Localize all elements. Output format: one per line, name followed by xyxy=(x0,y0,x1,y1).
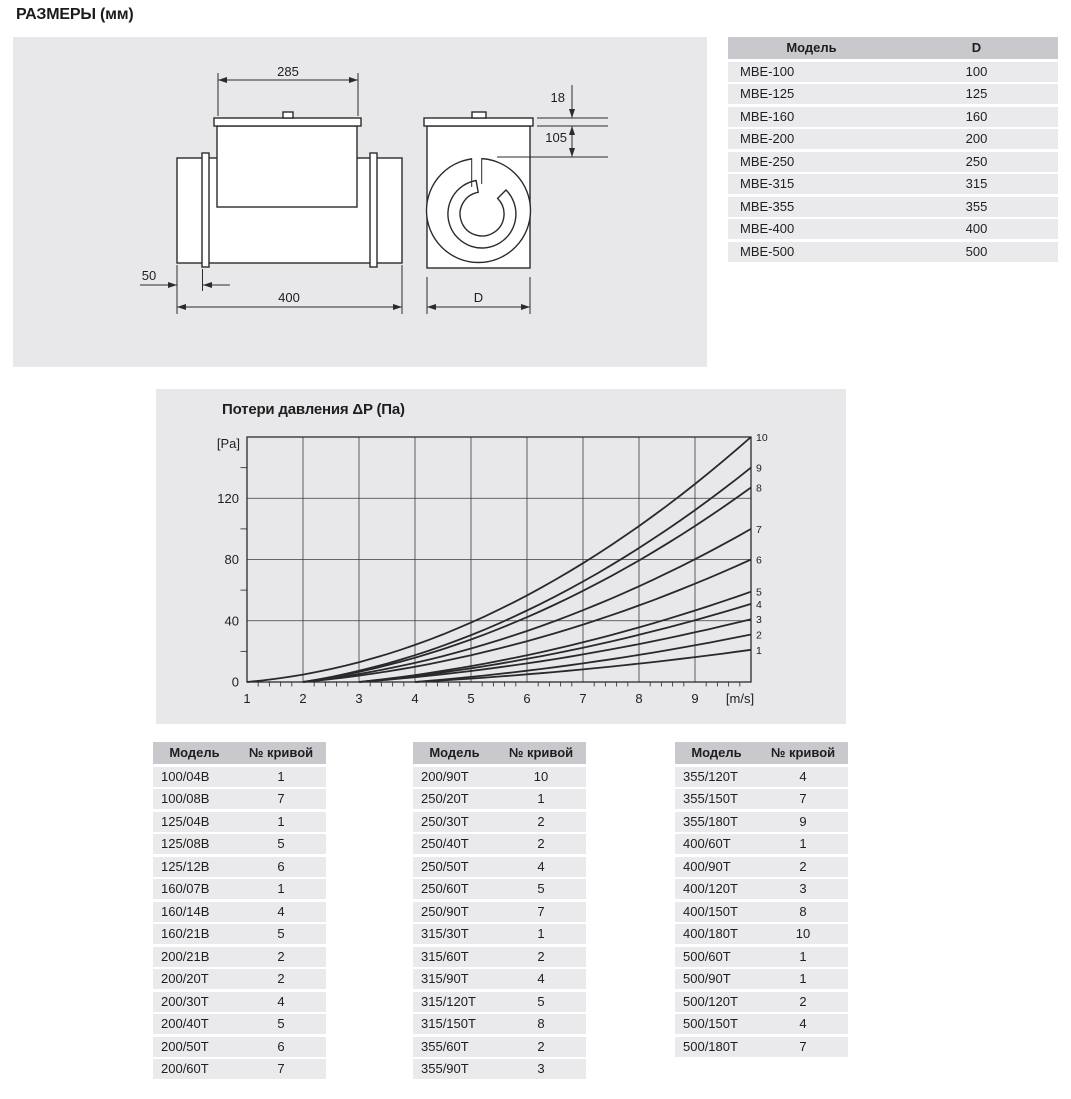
front-lid xyxy=(424,118,533,126)
curve-number-cell: 5 xyxy=(236,924,326,944)
table-row xyxy=(413,1059,586,1079)
model-cell: MBE-400 xyxy=(728,219,895,239)
diameter-cell: 355 xyxy=(895,197,1058,217)
table-row xyxy=(675,902,848,922)
curve-number-cell: 5 xyxy=(496,992,586,1012)
curve-number-cell: 1 xyxy=(758,834,848,854)
model-cell: 250/60T xyxy=(413,879,496,899)
table-row xyxy=(413,947,586,967)
curve-number-cell: 1 xyxy=(236,767,326,787)
table-body xyxy=(728,62,1058,262)
cvlbl-el: 2 xyxy=(756,629,762,642)
cvlbl-el: 5 xyxy=(756,586,762,599)
front-lid-handle xyxy=(472,112,486,118)
axlbl-el: 0 xyxy=(231,674,239,690)
cvlbl-el: 4 xyxy=(756,598,762,611)
curve-number-cell: 2 xyxy=(236,947,326,967)
table-row xyxy=(675,857,848,877)
cvlbl-el: 10 xyxy=(756,432,768,444)
curve-number-cell: 1 xyxy=(758,969,848,989)
model-cell: 200/30T xyxy=(153,992,236,1012)
model-cell: 315/90T xyxy=(413,969,496,989)
axlbl-el: 40 xyxy=(224,613,239,629)
table-header xyxy=(728,37,1058,59)
table-row xyxy=(728,219,1058,239)
table-body xyxy=(153,767,326,1080)
table-row xyxy=(153,902,326,922)
header-model: Модель xyxy=(728,37,895,59)
cvlbl-el: 7 xyxy=(756,523,762,536)
model-cell: MBE-250 xyxy=(728,152,895,172)
curve-number-cell: 7 xyxy=(758,789,848,809)
table-row xyxy=(153,924,326,944)
model-cell: MBE-100 xyxy=(728,62,895,82)
table-row xyxy=(413,812,586,832)
curve-number-cell: 7 xyxy=(236,789,326,809)
terminal-box xyxy=(217,126,357,207)
table-row xyxy=(413,857,586,877)
table-body xyxy=(675,767,848,1057)
table-row xyxy=(153,812,326,832)
terminal-box-lid xyxy=(214,118,361,126)
model-cell: 250/50T xyxy=(413,857,496,877)
side-view xyxy=(140,64,402,314)
model-cell: 125/04B xyxy=(153,812,236,832)
cvlbl-el: 6 xyxy=(756,554,762,567)
model-cell: 315/30T xyxy=(413,924,496,944)
model-cell: 355/90T xyxy=(413,1059,496,1079)
right-flange xyxy=(370,153,377,267)
axlbl-el: 3 xyxy=(355,691,363,706)
model-cell: 315/60T xyxy=(413,947,496,967)
curve-number-cell: 5 xyxy=(236,834,326,854)
table-row xyxy=(675,924,848,944)
table-row xyxy=(413,902,586,922)
model-cell: 100/04B xyxy=(153,767,236,787)
curve-number-cell: 5 xyxy=(236,1014,326,1034)
duct-heater-drawing xyxy=(13,37,707,367)
axlbl-el: 120 xyxy=(217,490,239,506)
model-cell: 200/40T xyxy=(153,1014,236,1034)
model-cell: 250/30T xyxy=(413,812,496,832)
table-row xyxy=(413,969,586,989)
model-cell: 200/60T xyxy=(153,1059,236,1079)
curve-table-3 xyxy=(675,742,848,1059)
axlbl-el: 7 xyxy=(579,691,587,706)
model-cell: 160/21B xyxy=(153,924,236,944)
table-row xyxy=(728,174,1058,194)
pressure-loss-chart xyxy=(156,389,846,724)
curve-number-cell: 6 xyxy=(236,857,326,877)
curve-table-1 xyxy=(153,742,326,1082)
header-curve-number: № кривой xyxy=(236,742,326,764)
curve-number-cell: 4 xyxy=(236,992,326,1012)
curve-number-cell: 1 xyxy=(496,924,586,944)
table-row xyxy=(675,834,848,854)
model-cell: 500/60T xyxy=(675,947,758,967)
dim-label-18: 18 xyxy=(550,90,565,105)
curve-number-cell: 3 xyxy=(496,1059,586,1079)
model-cell: 160/14B xyxy=(153,902,236,922)
table-header xyxy=(153,742,326,764)
curve-number-cell: 2 xyxy=(496,1037,586,1057)
diameter-cell: 100 xyxy=(895,62,1058,82)
model-cell: 355/180T xyxy=(675,812,758,832)
dim-label-105: 105 xyxy=(545,130,567,145)
table-row xyxy=(153,834,326,854)
table-header xyxy=(413,742,586,764)
diameter-cell: 125 xyxy=(895,84,1058,104)
table-row xyxy=(728,197,1058,217)
curve-number-cell: 2 xyxy=(496,834,586,854)
table-row xyxy=(728,62,1058,82)
cvlbl-el: 1 xyxy=(756,644,762,657)
axlbl-el: 6 xyxy=(523,691,531,706)
table-row xyxy=(153,1014,326,1034)
model-cell: 400/150T xyxy=(675,902,758,922)
header-curve-number: № кривой xyxy=(758,742,848,764)
cvlbl-el: 9 xyxy=(756,462,762,475)
model-cell: 200/50T xyxy=(153,1037,236,1057)
model-cell: 355/150T xyxy=(675,789,758,809)
cvlbl-el: 8 xyxy=(756,482,762,495)
table-row xyxy=(675,789,848,809)
model-cell: 500/180T xyxy=(675,1037,758,1057)
table-row xyxy=(413,992,586,1012)
dim-label-400: 400 xyxy=(278,290,300,305)
model-cell: 125/08B xyxy=(153,834,236,854)
table-header xyxy=(675,742,848,764)
header-curve-number: № кривой xyxy=(496,742,586,764)
pressure-loss-panel xyxy=(156,389,846,724)
table-row xyxy=(728,152,1058,172)
diameter-cell: 250 xyxy=(895,152,1058,172)
model-cell: 500/120T xyxy=(675,992,758,1012)
table-row xyxy=(413,924,586,944)
curve-number-cell: 1 xyxy=(758,947,848,967)
model-cell: 125/12B xyxy=(153,857,236,877)
curve-number-cell: 4 xyxy=(758,1014,848,1034)
model-cell: 200/21B xyxy=(153,947,236,967)
curve-number-cell: 1 xyxy=(496,789,586,809)
table-row xyxy=(413,1014,586,1034)
table-row xyxy=(153,879,326,899)
header-model: Модель xyxy=(413,742,496,764)
curve-number-cell: 4 xyxy=(758,767,848,787)
table-row xyxy=(153,857,326,877)
curve-number-cell: 8 xyxy=(758,902,848,922)
curve-number-cell: 8 xyxy=(496,1014,586,1034)
model-cell: 250/90T xyxy=(413,902,496,922)
model-cell: 250/20T xyxy=(413,789,496,809)
axlbl-el: 9 xyxy=(691,691,699,706)
chart-title: Потери давления ΔP (Па) xyxy=(222,401,405,418)
table-row xyxy=(728,129,1058,149)
model-diameter-table xyxy=(728,37,1058,264)
curve-number-cell: 4 xyxy=(496,857,586,877)
curve-number-cell: 7 xyxy=(758,1037,848,1057)
curve-number-cell: 4 xyxy=(496,969,586,989)
table-row xyxy=(153,767,326,787)
diameter-cell: 315 xyxy=(895,174,1058,194)
table-row xyxy=(413,834,586,854)
header-model: Модель xyxy=(153,742,236,764)
table-row xyxy=(675,947,848,967)
model-cell: 355/120T xyxy=(675,767,758,787)
table-row xyxy=(675,1014,848,1034)
curve-number-cell: 7 xyxy=(236,1059,326,1079)
table-row xyxy=(675,992,848,1012)
axlbl-el: 80 xyxy=(224,552,239,567)
table-row xyxy=(413,767,586,787)
curve-number-cell: 1 xyxy=(236,812,326,832)
curve-number-cell: 7 xyxy=(496,902,586,922)
curve-number-cell: 2 xyxy=(758,857,848,877)
model-cell: 200/20T xyxy=(153,969,236,989)
model-cell: 200/90T xyxy=(413,767,496,787)
header-d: D xyxy=(895,37,1058,59)
left-flange xyxy=(202,153,209,267)
curve-number-cell: 10 xyxy=(758,924,848,944)
model-cell: 315/150T xyxy=(413,1014,496,1034)
axlbl-el: 8 xyxy=(635,691,643,706)
model-cell: MBE-160 xyxy=(728,107,895,127)
axlbl-el: 4 xyxy=(411,691,419,706)
table-row xyxy=(728,84,1058,104)
curve-table-2 xyxy=(413,742,586,1082)
diameter-cell: 200 xyxy=(895,129,1058,149)
header-model: Модель xyxy=(675,742,758,764)
model-cell: 315/120T xyxy=(413,992,496,1012)
curve-number-cell: 3 xyxy=(758,879,848,899)
diameter-cell: 400 xyxy=(895,219,1058,239)
curve-number-cell: 2 xyxy=(496,812,586,832)
model-cell: MBE-315 xyxy=(728,174,895,194)
table-row xyxy=(675,812,848,832)
dim-label-d: D xyxy=(473,290,484,305)
model-cell: 500/150T xyxy=(675,1014,758,1034)
table-row xyxy=(153,1059,326,1079)
table-body xyxy=(413,767,586,1080)
page-title: РАЗМЕРЫ (мм) xyxy=(16,6,134,23)
table-row xyxy=(153,947,326,967)
model-cell: 250/40T xyxy=(413,834,496,854)
table-row xyxy=(675,1037,848,1057)
table-row xyxy=(413,879,586,899)
table-row xyxy=(413,789,586,809)
table-row xyxy=(675,879,848,899)
model-cell: MBE-355 xyxy=(728,197,895,217)
front-view xyxy=(424,85,608,314)
curve-number-cell: 10 xyxy=(496,767,586,787)
model-cell: 355/60T xyxy=(413,1037,496,1057)
model-cell: MBE-200 xyxy=(728,129,895,149)
chart-plot-area xyxy=(217,432,768,706)
table-row xyxy=(153,992,326,1012)
table-row xyxy=(728,107,1058,127)
model-cell: 400/120T xyxy=(675,879,758,899)
model-cell: 100/08B xyxy=(153,789,236,809)
dim-label-285: 285 xyxy=(277,64,299,79)
curve-number-cell: 2 xyxy=(758,992,848,1012)
model-cell: 500/90T xyxy=(675,969,758,989)
model-cell: 400/90T xyxy=(675,857,758,877)
axlbl-el: 1 xyxy=(243,691,251,706)
model-cell: MBE-500 xyxy=(728,242,895,262)
table-row xyxy=(153,969,326,989)
model-cell: 400/60T xyxy=(675,834,758,854)
curve-number-cell: 2 xyxy=(236,969,326,989)
curve-number-cell: 9 xyxy=(758,812,848,832)
cvlbl-el: 3 xyxy=(756,614,762,627)
table-row xyxy=(675,969,848,989)
table-row xyxy=(413,1037,586,1057)
diameter-cell: 500 xyxy=(895,242,1058,262)
curve-number-cell: 1 xyxy=(236,879,326,899)
curve-number-cell: 5 xyxy=(496,879,586,899)
axlbl-el: 2 xyxy=(299,691,307,706)
model-cell: 160/07B xyxy=(153,879,236,899)
axlbl-el: 5 xyxy=(467,691,475,706)
table-row xyxy=(153,1037,326,1057)
axlbl-el: [Pa] xyxy=(216,436,240,451)
model-cell: 400/180T xyxy=(675,924,758,944)
table-row xyxy=(675,767,848,787)
table-row xyxy=(728,242,1058,262)
dimensions-drawing-panel xyxy=(13,37,707,367)
diameter-cell: 160 xyxy=(895,107,1058,127)
curve-number-cell: 4 xyxy=(236,902,326,922)
axlbl-el: [m/s] xyxy=(725,691,755,706)
dim-label-50: 50 xyxy=(141,268,157,283)
lid-handle xyxy=(283,112,293,118)
model-cell: MBE-125 xyxy=(728,84,895,104)
table-row xyxy=(153,789,326,809)
curve-number-cell: 6 xyxy=(236,1037,326,1057)
curve-number-cell: 2 xyxy=(496,947,586,967)
